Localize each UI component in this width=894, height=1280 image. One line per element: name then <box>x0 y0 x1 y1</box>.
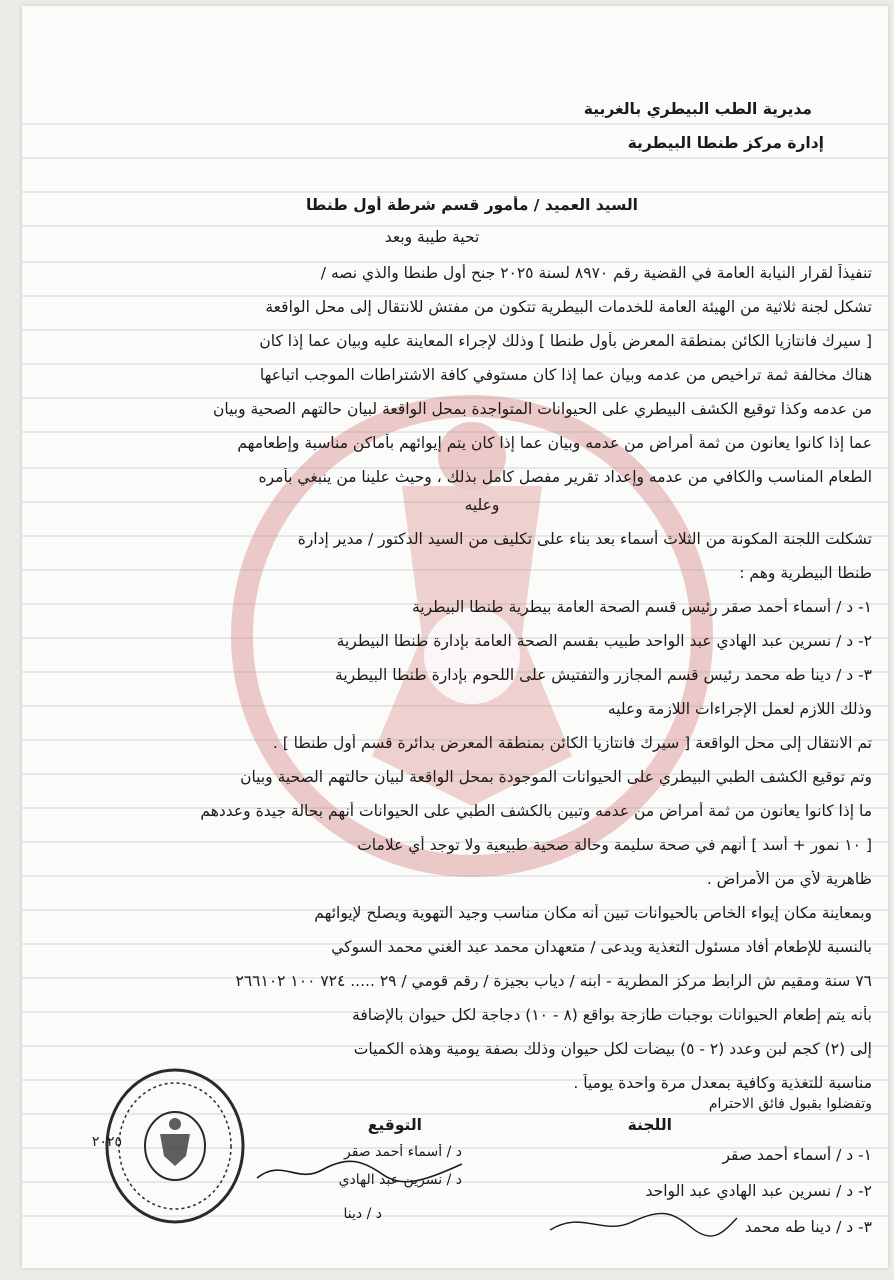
body-line-3: [ سيرك فانتازيا الكائن بمنطقة المعرض بأول طنطا ] وذلك لإجراء المعاينة عليه وبيان عما إذا كان <box>259 332 872 350</box>
body-line-1: تنفيذاً لقرار النيابة العامة في القضية رقم ٨٩٧٠ لسنة ٢٠٢٥ جنح أول طنطا والذي نصه / <box>320 264 872 282</box>
header-line-2: إدارة مركز طنطا البيطرية <box>627 134 824 152</box>
left-signature-2: د / نسرين عبد الهادي <box>338 1172 462 1188</box>
body2-line-6: ظاهرية لأي من الأمراض . <box>706 870 872 888</box>
closing-left-label: التوقيع <box>367 1116 422 1134</box>
body-line-8: وعليه <box>464 496 500 514</box>
signatory-2: ٢- د / نسرين عبد الهادي عبد الواحد <box>645 1182 872 1200</box>
signature-scribble-2-icon <box>542 1206 742 1240</box>
body-line-2: تشكل لجنة ثلاثية من الهيئة العامة للخدمات البيطرية تتكون من مفتش للانتقال إلى محل الواقعة <box>265 298 872 316</box>
committee-member-1: ١- د / أسماء أحمد صقر رئيس قسم الصحة العامة بيطرية طنطا البيطرية <box>411 598 872 616</box>
body2-line-12: مناسبة للتغذية وكافية بمعدل مرة واحدة يومياً . <box>573 1074 872 1092</box>
body-line-6: عما إذا كانوا يعانون من ثمة أمراض من عدمه وبيان عما إذا كان يتم إيوائهم بأماكن مناسبة وإطعامهم <box>237 434 872 452</box>
closing-right-label: اللجنة <box>627 1116 672 1134</box>
signatory-3: ٣- د / دينا طه محمد <box>744 1218 872 1236</box>
body2-line-2: تم الانتقال إلى محل الواقعة [ سيرك فانتازيا الكائن بمنطقة المعرض بدائرة قسم أول طنطا ] . <box>272 734 872 752</box>
addressee: السيد العميد / مأمور قسم شرطة أول طنطا <box>305 196 639 214</box>
signatory-1: ١- د / أسماء أحمد صقر <box>722 1146 872 1164</box>
stamp-mark: ٢٠٢٥ <box>91 1134 122 1150</box>
greeting: تحية طيبة وبعد <box>384 228 480 246</box>
body2-line-9: ٧٦ سنة ومقيم ش الرابط مركز المطرية - ابنه / دياب بجيزة / رقم قومي / ٢٩ ..... ٧٢٤ ١٠٠ ٢٦٦١٠٢ <box>235 972 872 990</box>
signature-scribble-icon <box>252 1156 472 1186</box>
body2-line-4: ما إذا كانوا يعانون من ثمة أمراض من عدمه وتبين بالكشف الطبي على الحيوانات أنهم بحالة جيدة وعددهم <box>200 802 872 820</box>
committee-member-3: ٣- د / دينا طه محمد رئيس قسم المجازر والتفتيش على اللحوم بإدارة طنطا البيطرية <box>335 666 872 684</box>
body-line-4: هناك مخالفة ثمة تراخيص من عدمه وبيان عما إذا كان مستوفي كافة الاشتراطات الموجب اتباعها <box>259 366 872 384</box>
body-line-5: من عدمه وكذا توقيع الكشف البيطري على الحيوانات المتواجدة بمحل الواقعة لبيان حالتهم الصحية وبيان <box>212 400 872 418</box>
left-signature-1: د / أسماء أحمد صقر <box>344 1144 462 1160</box>
body2-line-10: بأنه يتم إطعام الحيوانات بوجبات طازجة بواقع (٨ - ١٠) دجاجة لكل حيوان بالإضافة <box>352 1006 872 1024</box>
body-line-10: طنطا البيطرية وهم : <box>739 564 872 582</box>
header-line-1: مديرية الطب البيطري بالغربية <box>583 100 812 118</box>
closing: وتفضلوا بقبول فائق الاحترام <box>708 1096 872 1112</box>
body2-line-11: إلى (٢) كجم لبن وعدد (٢ - ٥) بيضات لكل حيوان وذلك بصفة يومية وهذه الكميات <box>353 1040 872 1058</box>
official-stamp-icon <box>100 1064 250 1229</box>
body2-line-1: وذلك اللازم لعمل الإجراءات اللازمة وعليه <box>607 700 872 718</box>
body2-line-5: [ ١٠ نمور + أسد ] أنهم في صحة سليمة وحالة صحية طبيعية ولا توجد أي علامات <box>357 836 872 854</box>
left-signature-3: د / دينا <box>343 1206 382 1222</box>
body-line-9: تشكلت اللجنة المكونة من الثلاث أسماء بعد بناء على تكليف من السيد الدكتور / مدير إدارة <box>297 530 872 548</box>
body-line-7: الطعام المناسب والكافي من عدمه وإعداد تقرير مفصل كامل بذلك ، وحيث علينا من ينبغي بأمره <box>258 468 872 486</box>
body2-line-7: وبمعاينة مكان إيواء الخاص بالحيوانات تبين أنه مكان مناسب وجيد التهوية ويصلح لإيوائهم <box>314 904 872 922</box>
committee-member-2: ٢- د / نسرين عبد الهادي عبد الواحد طبيب بقسم الصحة العامة بإدارة طنطا البيطرية <box>336 632 872 650</box>
body2-line-8: بالنسبة للإطعام أفاد مسئول التغذية ويدعى / متعهدان محمد عبد الغني محمد السوكي <box>331 938 872 956</box>
document-page <box>22 6 888 1268</box>
body2-line-3: وتم توقيع الكشف الطبي البيطري على الحيوانات الموجودة بمحل الواقعة لبيان حالتهم الصحية وبيان <box>240 768 872 786</box>
